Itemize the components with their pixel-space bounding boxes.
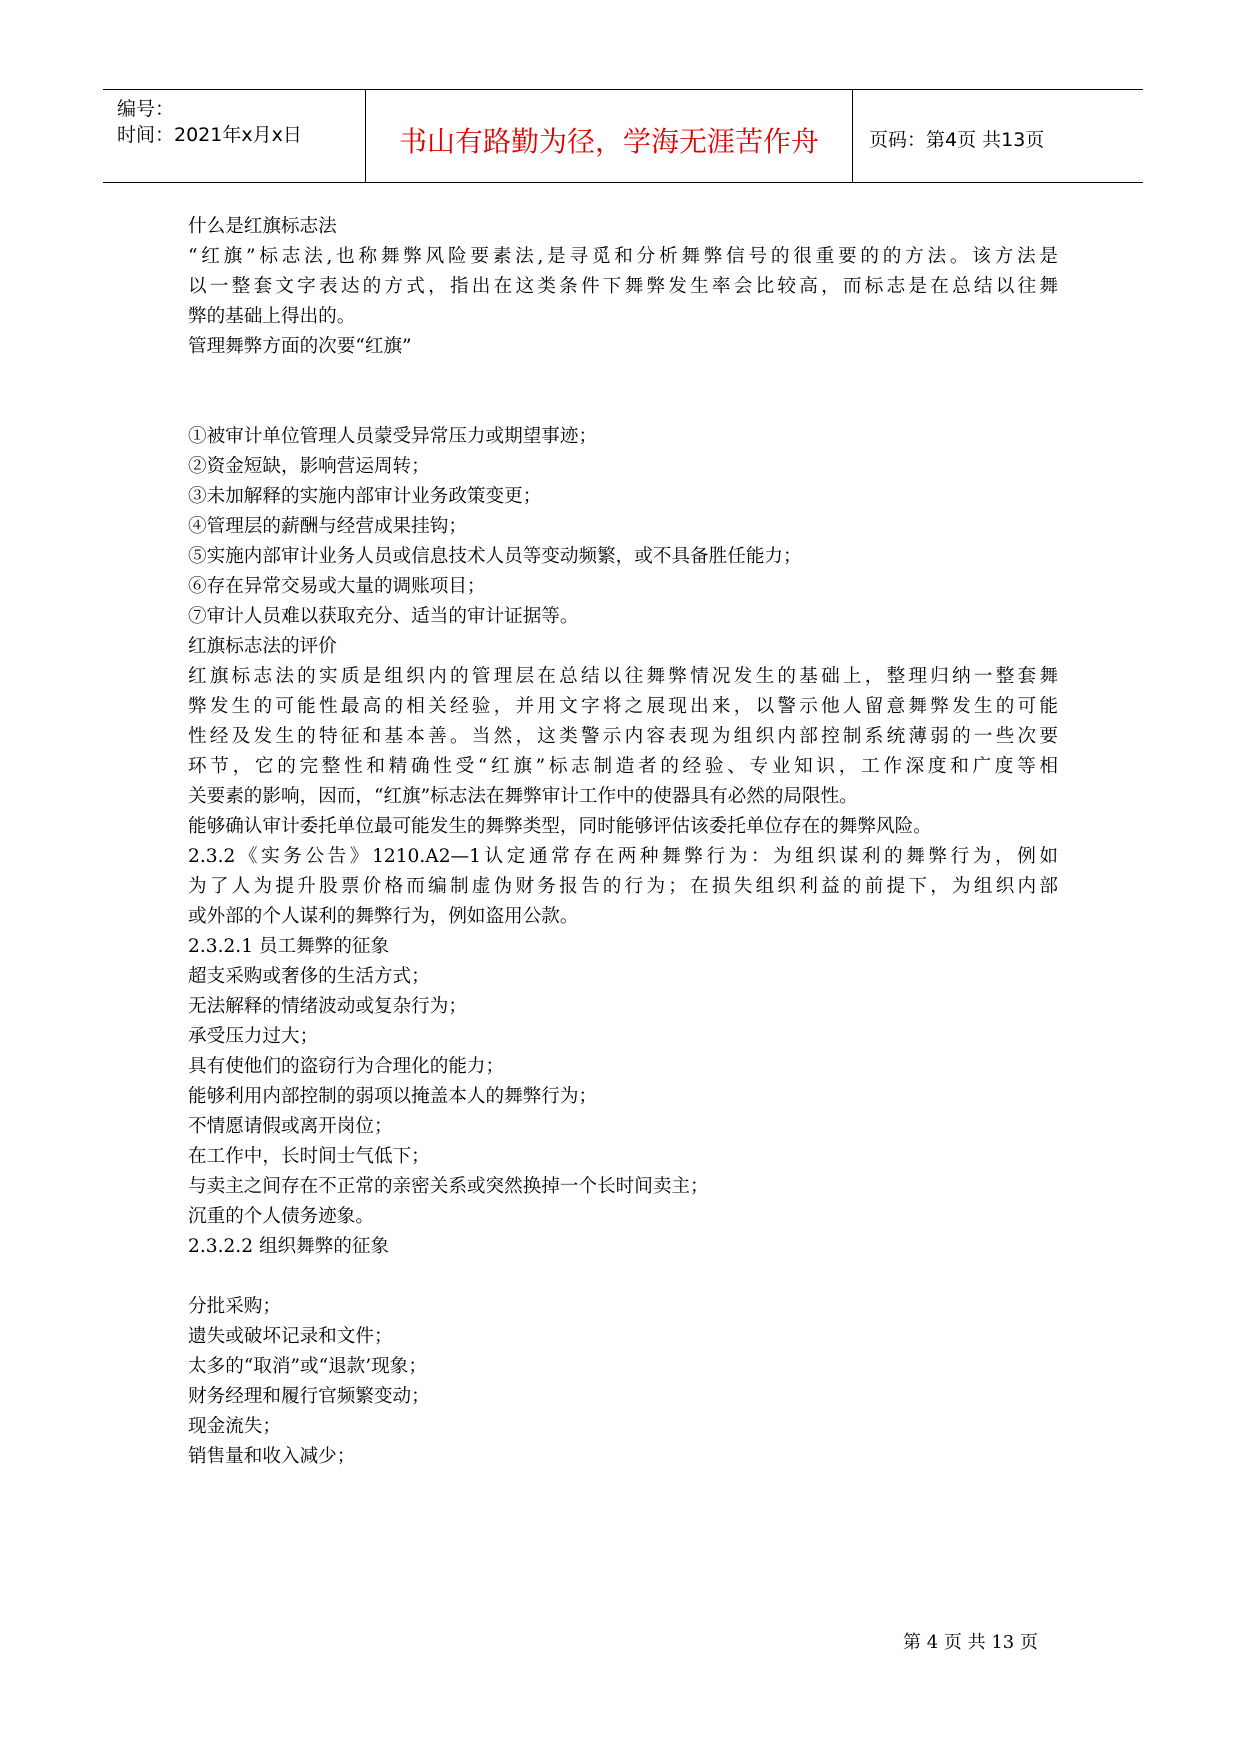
text-line: 环节，它的完整性和精确性受“红旗”标志制造者的经验、专业知识，工作深度和广度等相: [188, 756, 1058, 777]
text-line: 性经及发生的特征和基本善。当然，这类警示内容表现为组织内部控制系统薄弱的一些次要: [188, 726, 1058, 747]
text-line: ②资金短缺，影响营运周转；: [188, 456, 430, 477]
text-line: ④管理层的薪酬与经营成果挂钩；: [188, 516, 467, 537]
document-body: [188, 212, 1058, 1472]
text-line: 具有使他们的盗窃行为合理化的能力；: [188, 1056, 505, 1077]
text-line: 2.3.2《实务公告》1210.A2—1认定通常存在两种舞弊行为：为组织谋利的舞弊行为，例如: [188, 846, 1058, 867]
text-line: ③未加解释的实施内部审计业务政策变更；: [188, 486, 542, 507]
text-line: 太多的“取消”或“退款’现象；: [188, 1356, 427, 1377]
header-motto: 书山有路勤为径，学海无涯苦作舟: [398, 125, 819, 158]
text-line: 能够利用内部控制的弱项以掩盖本人的舞弊行为；: [188, 1086, 598, 1107]
text-line: ⑤实施内部审计业务人员或信息技术人员等变动频繁，或不具备胜任能力；: [188, 546, 802, 567]
text-line: 现金流失；: [188, 1416, 281, 1437]
header-page-cell: [853, 90, 1143, 182]
header-left-cell: [103, 90, 365, 182]
text-line: ⑦审计人员难以获取充分、适当的审计证据等。: [188, 606, 579, 627]
text-line: ⑥存在异常交易或大量的调账项目；: [188, 576, 486, 597]
header-motto-cell: [365, 90, 853, 182]
text-line: 遗失或破坏记录和文件；: [188, 1326, 393, 1347]
text-line: 承受压力过大；: [188, 1026, 319, 1047]
blank-line: [188, 392, 1058, 422]
text-line: 无法解释的情绪波动或复杂行为；: [188, 996, 467, 1017]
text-line: 超支采购或奢侈的生活方式；: [188, 966, 430, 987]
text-line: 为了人为提升股票价格而编制虚伪财务报告的行为；在损失组织利益的前提下，为组织内部: [188, 876, 1058, 897]
document-number-label: 编号：: [117, 98, 175, 120]
text-line: 销售量和收入减少；: [188, 1446, 356, 1467]
text-line: 管理舞弊方面的次要“红旗”: [188, 336, 412, 357]
text-line: 与卖主之间存在不正常的亲密关系或突然换掉一个长时间卖主；: [188, 1176, 709, 1197]
text-line: 什么是红旗标志法: [188, 216, 337, 237]
document-time-label: 时间：2021年x月x日: [117, 124, 302, 146]
text-line: “红旗”标志法,也称舞弊风险要素法,是寻觅和分析舞弊信号的很重要的的方法。该方法是: [188, 246, 1058, 267]
header-page-code: 页码：第4页 共13页: [869, 129, 1045, 151]
text-line: 能够确认审计委托单位最可能发生的舞弊类型，同时能够评估该委托单位存在的舞弊风险。: [188, 816, 932, 837]
text-line: 以一整套文字表达的方式，指出在这类条件下舞弊发生率会比较高，而标志是在总结以往舞: [188, 276, 1058, 297]
text-line: 或外部的个人谋利的舞弊行为，例如盗用公款。: [188, 906, 579, 927]
blank-line: [188, 1262, 1058, 1292]
text-line: 不情愿请假或离开岗位；: [188, 1116, 393, 1137]
text-line: ①被审计单位管理人员蒙受异常压力或期望事迹；: [188, 426, 598, 447]
text-line: 2.3.2.2 组织舞弊的征象: [188, 1236, 390, 1257]
text-line: 关要素的影响，因而，“红旗”标志法在舞弊审计工作中的使器具有必然的局限性。: [188, 786, 858, 807]
text-line: 在工作中，长时间士气低下；: [188, 1146, 430, 1167]
text-line: 弊的基础上得出的。: [188, 306, 356, 327]
page-footer: 第 4 页 共 13 页: [903, 1632, 1038, 1653]
text-line: 财务经理和履行官频繁变动；: [188, 1386, 430, 1407]
text-line: 红旗标志法的评价: [188, 636, 337, 657]
blank-line: [188, 362, 1058, 392]
text-line: 分批采购；: [188, 1296, 281, 1317]
text-line: 红旗标志法的实质是组织内的管理层在总结以往舞弊情况发生的基础上，整理归纳一整套舞: [188, 666, 1058, 687]
document-header: [103, 89, 1143, 183]
text-line: 2.3.2.1 员工舞弊的征象: [188, 936, 390, 957]
text-line: 沉重的个人债务迹象。: [188, 1206, 374, 1227]
text-line: 弊发生的可能性最高的相关经验，并用文字将之展现出来，以警示他人留意舞弊发生的可能: [188, 696, 1058, 717]
